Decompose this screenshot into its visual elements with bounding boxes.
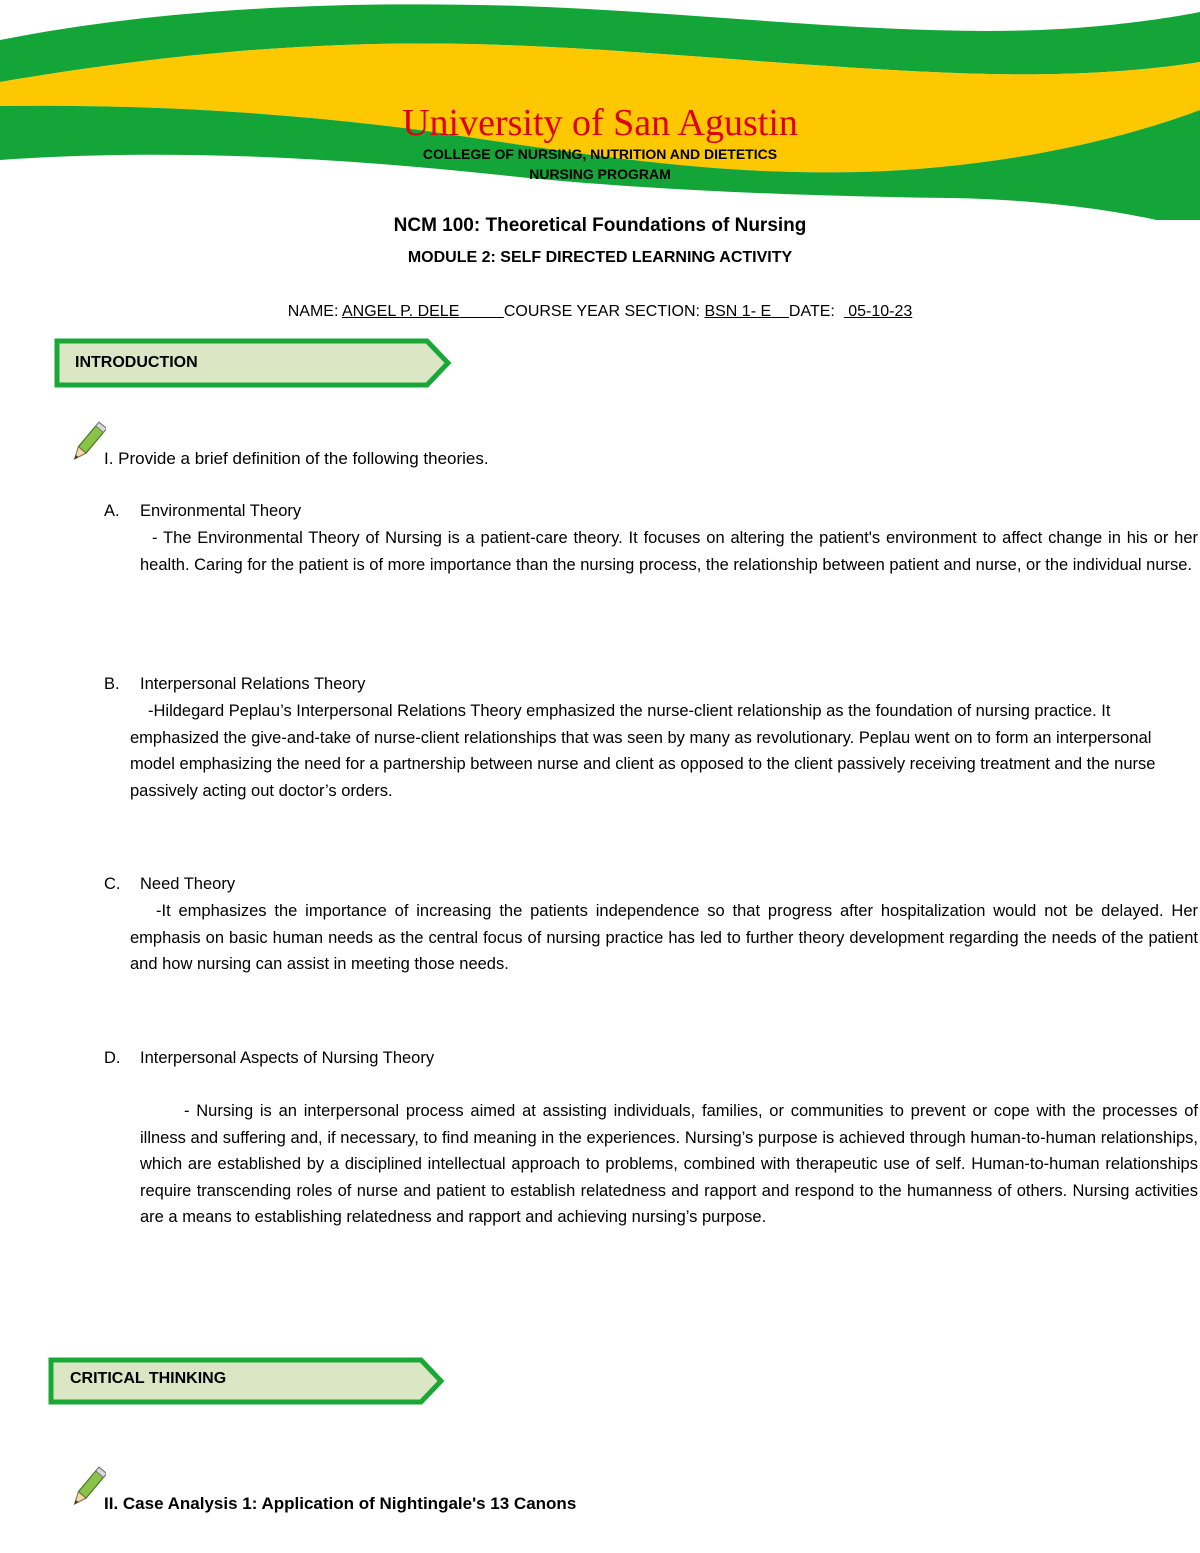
program-name: NURSING PROGRAM	[529, 166, 671, 182]
course-title: NCM 100: Theoretical Foundations of Nursing	[393, 215, 807, 236]
course-year-section: BSN 1- E	[704, 303, 772, 320]
question-1: I. Provide a brief definition of the following theories.	[104, 449, 489, 468]
theory-a-heading	[104, 502, 301, 521]
theory-d-letter: D.	[104, 1049, 121, 1067]
course-label: COURSE YEAR SECTION:	[503, 303, 705, 320]
university-name: University of San Agustin	[402, 102, 798, 144]
theory-d-heading	[104, 1049, 434, 1068]
critical-thinking-label: CRITICAL THINKING	[70, 1370, 227, 1387]
theory-b-letter: B.	[104, 675, 120, 693]
name-label: NAME:	[287, 303, 342, 320]
theory-c-heading	[104, 875, 235, 894]
student-info-line	[0, 303, 1200, 321]
pencil-icon	[70, 418, 106, 468]
theory-a-text: - The Environmental Theory of Nursing is a patient-care theory. It focuses on altering the patient's environment to affect change in his or her health. Caring for the patient is of more importance than the nursing process, the relationship between patient and nurse, or the individual nurse.	[140, 529, 1198, 574]
theory-a-title: Environmental Theory	[140, 502, 302, 520]
theory-b-title: Interpersonal Relations Theory	[140, 675, 366, 693]
introduction-label: INTRODUCTION	[75, 354, 198, 371]
theory-b-heading	[104, 675, 365, 694]
theory-d-text: - Nursing is an interpersonal process aimed at assisting individuals, families, or communities to prevent or cope with the processes of illness and suffering and, if necessary, to find meaning in the experiences. Nursing’s purpose is achieved through human-to-human relationships, which are established by a disciplined intellectual approach to problems, combined with therapeutic use of self. Human-to-human relationships require transcending roles of nurse and patient to establish relatedness and rapport and respond to the humanness of others. Nursing activities are a means to establishing relatedness and rapport and achieving nursing’s purpose.	[140, 1102, 1198, 1226]
college-name: COLLEGE OF NURSING, NUTRITION AND DIETETICS	[422, 146, 778, 162]
theory-c-text: -It emphasizes the importance of increasing the patients independence so that progress after hospitalization would not be delayed. Her emphasis on basic human needs as the central focus of nursing practice has led to further theory development regarding the needs of the patient and how nursing can assist in meeting those needs.	[130, 902, 1198, 973]
pencil-icon	[70, 1463, 106, 1513]
module-title: MODULE 2: SELF DIRECTED LEARNING ACTIVITY	[407, 249, 793, 266]
date-value: 05-10-23	[848, 303, 913, 320]
theory-a-letter: A.	[104, 502, 120, 520]
theory-c-title: Need Theory	[140, 875, 236, 893]
date-label: DATE:	[788, 303, 840, 320]
theory-b-text: -Hildegard Peplau’s Interpersonal Relations Theory emphasized the nurse-client relationship as the foundation of nursing practice. It emphasized the give-and-take of nurse-client relationships that was seen by many as revolutionary. Peplau went on to form an interpersonal model emphasizing the need for a partnership between nurse and client as opposed to the client passively receiving treatment and the nurse passively acting out doctor’s orders.	[130, 702, 1156, 800]
theory-d-title: Interpersonal Aspects of Nursing Theory	[140, 1049, 435, 1067]
question-2: II. Case Analysis 1: Application of Nightingale's 13 Canons	[104, 1494, 577, 1513]
theory-c-letter: C.	[104, 875, 121, 893]
student-name: ANGEL P. DELE	[341, 303, 460, 320]
